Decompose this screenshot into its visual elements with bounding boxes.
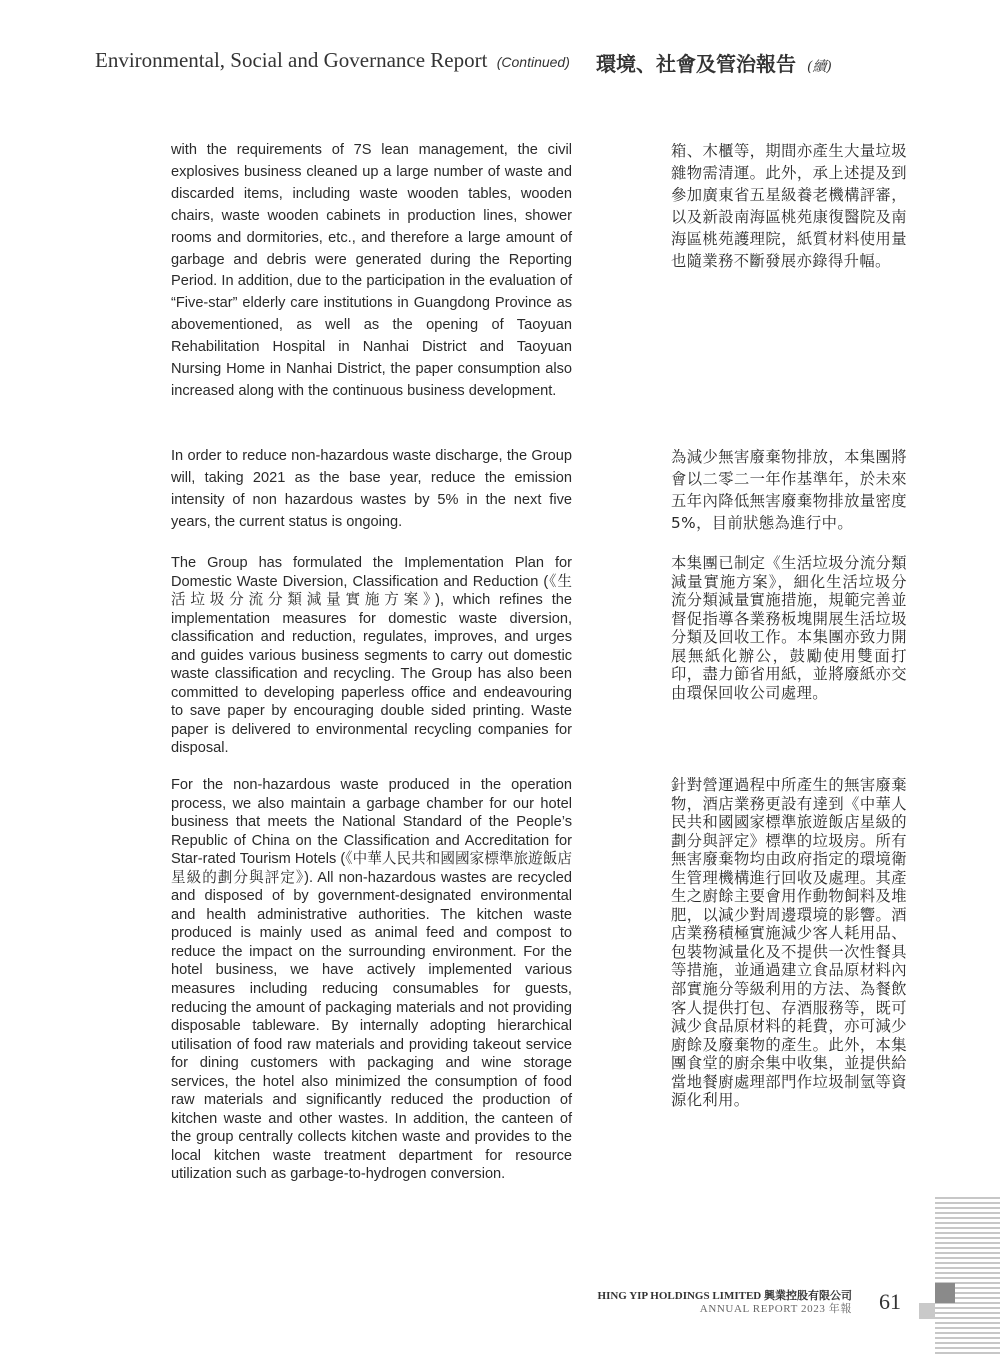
page-number: 61 — [879, 1289, 901, 1314]
header-title-zh-text: 環境、社會及管治報告 — [596, 52, 796, 76]
paragraph-en-1: with the requirements of 7S lean management, the civil explosives business cleaned up a large number of waste and discarded items, including waste wooden tables, wooden chairs, waste wooden cabinets in production lines, shower rooms and dormitories, etc., and therefore a large amount of garbage and debris were generated during the Reporting Period. In addition, due to the participation in the evaluation of “Five-star” elderly care institutions in Guangdong Province as abovementioned, as well as the opening of Taoyuan Rehabilitation Hospital in Nanhai District and Taoyuan Nursing Home in Nanhai District, the paper consumption also increased along with the continuous business development. — [171, 142, 572, 399]
paragraph-zh-1: 箱、木櫃等，期間亦產生大量垃圾雜物需清運。此外，承上述提及到參加廣東省五星級養老機構評審，以及新設南海區桃苑康復醫院及南海區桃苑護理院，紙質材料使用量也隨業務不斷發展亦錄得升幅。 — [671, 142, 907, 270]
paragraph-en-2: In order to reduce non-hazardous waste discharge, the Group will, taking 2021 as the base year, reduce the emission intensity of non hazardous wastes by 5% in the next five years, the current status is ongoing. — [171, 448, 572, 530]
paragraph-zh-3: 本集團已制定《生活垃圾分流分類減量實施方案》，細化生活垃圾分流分類減量實施措施，規範完善並督促指導各業務板塊開展生活垃圾分類及回收工作。本集團亦致力開展無紙化辦公，鼓勵使用雙面打印，盡力節省用紙，並將廢紙亦交由環保回收公司處理。 — [671, 554, 907, 702]
decorative-square-light — [919, 1303, 935, 1319]
decorative-stripes — [935, 1197, 1000, 1357]
footer-report-title: ANNUAL REPORT 2023 年報 — [699, 1303, 852, 1315]
paragraph-en-4: For the non-hazardous waste produced in the operation process, we also maintain a garbage chamber for our hotel business that meets the National Standard of the People’s Republic of China on the Classification and Accreditation for Star-rated Tourism Hotels (《中華人民共和國國家標準旅遊飯店星級的劃分與評定》). All non-hazardous wastes are recycled and disposed of by government-designated environmental and health administrative authorities. The kitchen waste produced is mainly used as animal feed and compost to reduce the impact on the surrounding environment. For the hotel business, we have actively implemented various measures including reducing consumables for guests, reducing the amount of packaging materials and not providing disposable tableware. By internally adopting hierarchical utilisation of food raw materials and providing takeout service for dining customers with packaging and wine storage services, the hotel also minimized the consumption of food raw materials and significantly reduced the production of kitchen waste and other wastes. In addition, the canteen of the group centrally collects kitchen waste and provides to the local kitchen waste treatment department for resource utilization such as garbage-to-hydrogen conversion. — [171, 777, 572, 1183]
header-continued-en: (Continued) — [496, 54, 570, 70]
header-title-en-text: Environmental, Social and Governance Report — [95, 48, 488, 72]
header-continued-zh: (續) — [806, 59, 832, 75]
paragraph-zh-4: 針對營運過程中所產生的無害廢棄物，酒店業務更設有達到《中華人民共和國國家標準旅遊飯店星級的劃分與評定》標準的垃圾房。所有無害廢棄物均由政府指定的環境衛生管理機構進行回收及處理。其產生之廚餘主要會用作動物飼料及堆肥，以減少對周邊環境的影響。酒店業務積極實施減少客人耗用品、包裝物減量化及不提供一次性餐具等措施，並通過建立食品原材料內部實施分等級利用的方法、為餐飲客人提供打包、存酒服務等，既可減少食品原材料的耗費，亦可減少廚餘及廢棄物的產生。此外，本集團食堂的廚余集中收集，並提供給當地餐廚處理部門作垃圾制氫等資源化利用。 — [671, 776, 907, 1110]
decorative-square-dark — [935, 1283, 955, 1303]
header-title-zh — [596, 48, 832, 77]
paragraph-en-3: The Group has formulated the Implementation Plan for Domestic Waste Diversion, Classification and Reduction (《生活垃圾分流分類減量實施方案》), which refines the implementation measures for domestic waste diversion, classification and reduction, regulates, improves, and urges and guides various business segments to carry out domestic waste classification and recycling. The Group has also been committed to developing paperless office and endeavouring to save paper by encouraging double sided printing. Waste paper is delivered to environmental recycling companies for disposal. — [171, 555, 572, 757]
header-title-en — [95, 48, 570, 73]
footer-company-name: HING YIP HOLDINGS LIMITED 興業控股有限公司 — [597, 1290, 852, 1302]
paragraph-zh-2: 為減少無害廢棄物排放，本集團將會以二零二一年作基準年，於未來五年內降低無害廢棄物排放量密度5%，目前狀態為進行中。 — [671, 448, 907, 532]
